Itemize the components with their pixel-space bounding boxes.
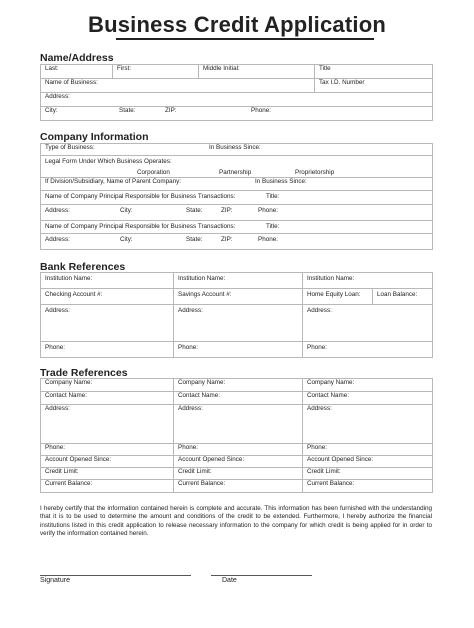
home-equity-field[interactable]	[303, 289, 373, 305]
trade-1-phone-label: Phone:	[45, 444, 65, 451]
phone-2-label: Phone:	[258, 236, 278, 243]
bank-2-phone-label: Phone:	[178, 344, 198, 351]
trade-table	[40, 378, 433, 493]
trade-1-balance-label: Current Balance:	[45, 480, 93, 487]
first-name-field[interactable]	[113, 65, 199, 79]
checking-account-field[interactable]	[41, 289, 174, 305]
principal-2-field[interactable]	[41, 221, 433, 234]
bank-3-address-label: Address:	[307, 307, 332, 314]
principal-1-label: Name of Company Principal Responsible for Business Transactions:	[45, 193, 236, 200]
trade-3-balance-field[interactable]	[303, 480, 433, 493]
section-bank-references: Bank References	[40, 261, 126, 273]
bank-3-phone-label: Phone:	[307, 344, 327, 351]
principal-1-title-label: Title:	[266, 193, 280, 200]
city-1-label: City:	[120, 207, 133, 214]
title-label: Title	[319, 65, 331, 72]
trade-2-limit-label: Credit Limit:	[178, 468, 212, 475]
trade-3-opened-field[interactable]	[303, 456, 433, 468]
trade-3-address-field[interactable]	[303, 405, 433, 444]
middle-initial-label: Middle Initial:	[203, 65, 240, 72]
trade-3-contact-field[interactable]	[303, 392, 433, 405]
trade-1-opened-field[interactable]	[41, 456, 174, 468]
partnership-option[interactable]: Partnership	[219, 169, 252, 176]
trade-1-address-field[interactable]	[41, 405, 174, 444]
trade-3-company-field[interactable]	[303, 379, 433, 392]
trade-2-contact-label: Contact Name:	[178, 392, 220, 399]
trade-1-contact-field[interactable]	[41, 392, 174, 405]
business-name-label: Name of Business:	[45, 79, 98, 86]
bank-1-phone-field[interactable]	[41, 342, 174, 358]
trade-2-balance-field[interactable]	[174, 480, 303, 493]
trade-2-company-field[interactable]	[174, 379, 303, 392]
trade-1-opened-label: Account Opened Since:	[45, 456, 112, 463]
bank-2-phone-field[interactable]	[174, 342, 303, 358]
signature-line[interactable]	[40, 575, 191, 576]
bank-3-institution-field[interactable]	[303, 273, 433, 289]
trade-3-phone-field[interactable]	[303, 444, 433, 456]
city-label: City:	[45, 107, 58, 114]
bank-table	[40, 272, 433, 358]
trade-3-opened-label: Account Opened Since:	[307, 456, 374, 463]
signature-label: Signature	[40, 577, 70, 584]
company-table	[40, 143, 433, 250]
trade-3-address-label: Address:	[307, 405, 332, 412]
address-label: Address:	[45, 93, 70, 100]
city-2-label: City:	[120, 236, 133, 243]
trade-3-company-label: Company Name:	[307, 379, 355, 386]
trade-2-opened-label: Account Opened Since:	[178, 456, 245, 463]
address-1-label: Address:	[45, 207, 70, 214]
trade-1-balance-field[interactable]	[41, 480, 174, 493]
trade-3-limit-label: Credit Limit:	[307, 468, 341, 475]
first-name-label: First:	[117, 65, 131, 72]
trade-3-contact-label: Contact Name:	[307, 392, 349, 399]
trade-2-address-label: Address:	[178, 405, 203, 412]
bank-1-institution-label: Institution Name:	[45, 275, 93, 282]
trade-3-limit-field[interactable]	[303, 468, 433, 480]
zip-label: ZIP:	[165, 107, 177, 114]
trade-1-limit-label: Credit Limit:	[45, 468, 79, 475]
bank-2-institution-label: Institution Name:	[178, 275, 226, 282]
trade-1-limit-field[interactable]	[41, 468, 174, 480]
in-business-since-label: In Business Since:	[209, 144, 261, 151]
home-equity-label: Home Equity Loan:	[307, 291, 361, 298]
trade-2-phone-label: Phone:	[178, 444, 198, 451]
trade-2-limit-field[interactable]	[174, 468, 303, 480]
savings-account-field[interactable]	[174, 289, 303, 305]
principal-1-address-field[interactable]	[41, 205, 433, 221]
business-type-field[interactable]	[41, 144, 433, 156]
last-name-label: Last:	[45, 65, 59, 72]
phone-label: Phone:	[251, 107, 271, 114]
trade-2-address-field[interactable]	[174, 405, 303, 444]
parent-company-label: If Division/Subsidiary, Name of Parent Company:	[45, 178, 182, 185]
address-field[interactable]	[41, 93, 433, 107]
name-address-table	[40, 64, 433, 121]
last-name-field[interactable]	[41, 65, 113, 79]
bank-2-address-field[interactable]	[174, 305, 303, 342]
in-business-since-2-label: In Business Since:	[255, 178, 307, 185]
loan-balance-field[interactable]	[373, 289, 433, 305]
loan-balance-label: Loan Balance:	[377, 291, 418, 298]
trade-2-balance-label: Current Balance:	[178, 480, 226, 487]
trade-2-contact-field[interactable]	[174, 392, 303, 405]
legal-form-label: Legal Form Under Which Business Operates:	[45, 158, 172, 165]
legal-form-field[interactable]	[41, 156, 433, 178]
bank-1-phone-label: Phone:	[45, 344, 65, 351]
trade-1-company-field[interactable]	[41, 379, 174, 392]
proprietorship-option[interactable]: Proprietorship	[295, 169, 335, 176]
principal-1-field[interactable]	[41, 191, 433, 205]
state-2-label: State:	[186, 236, 203, 243]
principal-2-label: Name of Company Principal Responsible for Business Transactions:	[45, 223, 236, 230]
bank-2-institution-field[interactable]	[174, 273, 303, 289]
trade-3-phone-label: Phone:	[307, 444, 327, 451]
business-name-field[interactable]	[41, 79, 315, 93]
trade-1-phone-field[interactable]	[41, 444, 174, 456]
title-underline	[116, 38, 374, 40]
state-1-label: State:	[186, 207, 203, 214]
date-line[interactable]	[211, 575, 312, 576]
section-trade-references: Trade References	[40, 367, 128, 379]
bank-1-institution-field[interactable]	[41, 273, 174, 289]
zip-2-label: ZIP:	[221, 236, 233, 243]
state-label: State:	[119, 107, 136, 114]
principal-2-address-field[interactable]	[41, 234, 433, 250]
phone-1-label: Phone:	[258, 207, 278, 214]
trade-1-address-label: Address:	[45, 405, 70, 412]
trade-2-opened-field[interactable]	[174, 456, 303, 468]
tax-id-label: Tax I.D. Number	[319, 79, 365, 86]
bank-3-address-field[interactable]	[303, 305, 433, 342]
checking-account-label: Checking Account #:	[45, 291, 103, 298]
tax-id-field[interactable]	[315, 79, 433, 93]
certification-text: I hereby certify that the information contained herein is complete and accurate. This information has been furnished with the understanding that it is to be used to determine the amount and conditions of the credit to be extended. Furthermore, I hereby authorize the financial institutions listed in this credit application to release necessary information to the company for which credit is being applied for in order to verify the information contained herein.	[40, 505, 432, 538]
bank-3-institution-label: Institution Name:	[307, 275, 355, 282]
savings-account-label: Savings Account #:	[178, 291, 232, 298]
trade-1-contact-label: Contact Name:	[45, 392, 87, 399]
section-name-address: Name/Address	[40, 52, 114, 64]
bank-3-phone-field[interactable]	[303, 342, 433, 358]
page-title: Business Credit Application	[88, 12, 386, 37]
bank-1-address-label: Address:	[45, 307, 70, 314]
title-field[interactable]	[315, 65, 433, 79]
parent-company-field[interactable]	[41, 178, 433, 191]
trade-3-balance-label: Current Balance:	[307, 480, 355, 487]
city-state-zip-phone-field[interactable]	[41, 107, 433, 121]
trade-2-company-label: Company Name:	[178, 379, 226, 386]
trade-2-phone-field[interactable]	[174, 444, 303, 456]
business-type-label: Type of Business:	[45, 144, 95, 151]
trade-1-company-label: Company Name:	[45, 379, 93, 386]
principal-2-title-label: Title:	[266, 223, 280, 230]
middle-initial-field[interactable]	[199, 65, 315, 79]
section-company-information: Company Information	[40, 131, 149, 143]
zip-1-label: ZIP:	[221, 207, 233, 214]
address-2-label: Address:	[45, 236, 70, 243]
bank-2-address-label: Address:	[178, 307, 203, 314]
corporation-option[interactable]: Corporation	[137, 169, 170, 176]
date-label: Date	[222, 577, 237, 584]
bank-1-address-field[interactable]	[41, 305, 174, 342]
